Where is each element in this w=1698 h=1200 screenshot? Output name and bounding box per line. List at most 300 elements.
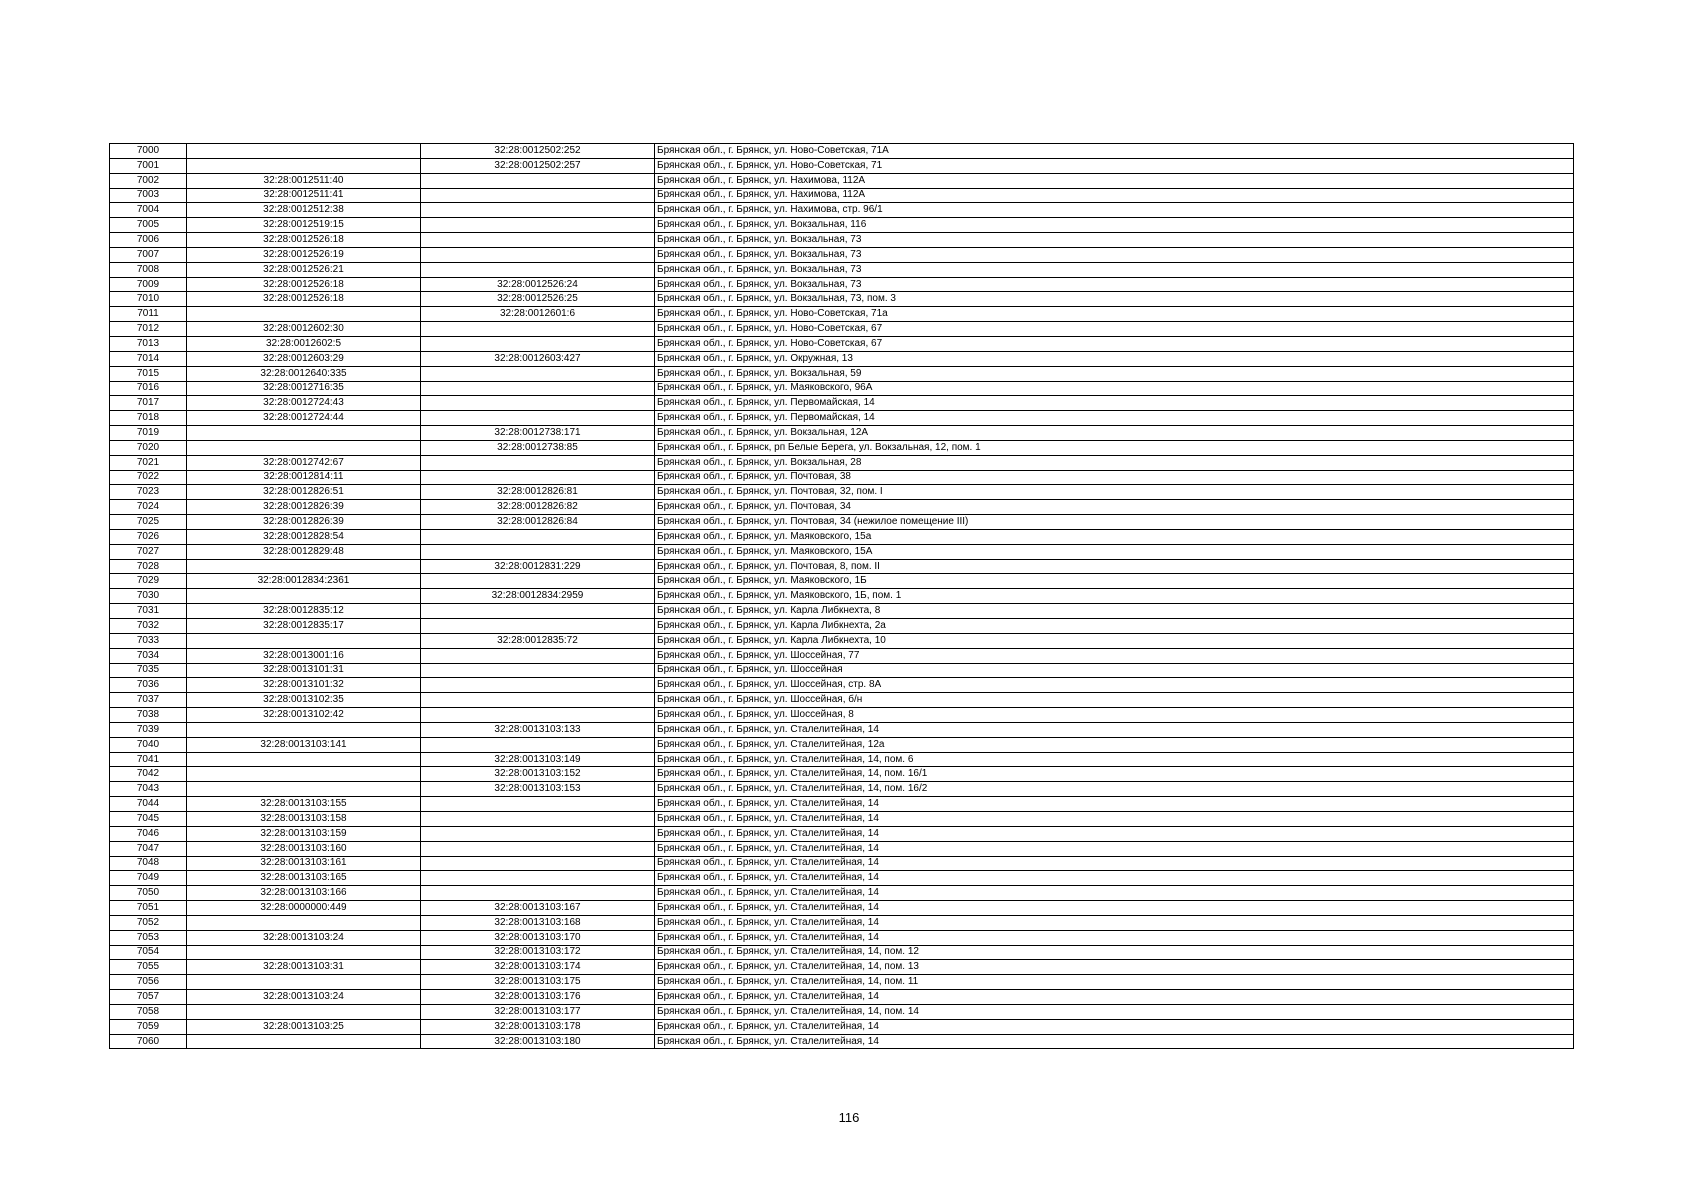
table-row bbox=[110, 856, 1574, 871]
object-cadastral-number-cell: 32:28:0012835:72 bbox=[421, 633, 655, 648]
cadastral-number-cell bbox=[187, 589, 421, 604]
table-row bbox=[110, 411, 1574, 426]
table-row bbox=[110, 336, 1574, 351]
row-number-cell: 7055 bbox=[110, 960, 187, 975]
cadastral-number-cell: 32:28:0012834:2361 bbox=[187, 574, 421, 589]
table-row bbox=[110, 188, 1574, 203]
object-cadastral-number-cell bbox=[421, 262, 655, 277]
cadastral-number-cell bbox=[187, 307, 421, 322]
row-number-cell: 7024 bbox=[110, 500, 187, 515]
table-row bbox=[110, 975, 1574, 990]
table-row bbox=[110, 886, 1574, 901]
row-number-cell: 7050 bbox=[110, 886, 187, 901]
cadastral-number-cell: 32:28:0013103:25 bbox=[187, 1019, 421, 1034]
cadastral-number-cell: 32:28:0012829:48 bbox=[187, 544, 421, 559]
row-number-cell: 7028 bbox=[110, 559, 187, 574]
address-cell: Брянская обл., г. Брянск, ул. Сталелитейная, 14, пом. 6 bbox=[655, 752, 1574, 767]
address-cell: Брянская обл., г. Брянск, ул. Сталелитейная, 14 bbox=[655, 871, 1574, 886]
cadastral-number-cell: 32:28:0013101:32 bbox=[187, 678, 421, 693]
table-row bbox=[110, 203, 1574, 218]
table-row bbox=[110, 782, 1574, 797]
object-cadastral-number-cell: 32:28:0013103:152 bbox=[421, 767, 655, 782]
table-row bbox=[110, 737, 1574, 752]
table-row bbox=[110, 455, 1574, 470]
row-number-cell: 7042 bbox=[110, 767, 187, 782]
address-cell: Брянская обл., г. Брянск, ул. Сталелитейная, 14 bbox=[655, 915, 1574, 930]
cadastral-number-cell: 32:28:0012526:19 bbox=[187, 247, 421, 262]
cadastral-number-cell: 32:28:0013103:141 bbox=[187, 737, 421, 752]
row-number-cell: 7016 bbox=[110, 381, 187, 396]
row-number-cell: 7002 bbox=[110, 173, 187, 188]
object-cadastral-number-cell bbox=[421, 544, 655, 559]
row-number-cell: 7030 bbox=[110, 589, 187, 604]
address-cell: Брянская обл., г. Брянск, ул. Карла Либкнехта, 2а bbox=[655, 619, 1574, 634]
cadastral-number-cell: 32:28:0013103:165 bbox=[187, 871, 421, 886]
row-number-cell: 7005 bbox=[110, 218, 187, 233]
address-cell: Брянская обл., г. Брянск, ул. Шоссейная, стр. 8А bbox=[655, 678, 1574, 693]
object-cadastral-number-cell: 32:28:0013103:176 bbox=[421, 990, 655, 1005]
address-cell: Брянская обл., г. Брянск, ул. Вокзальная, 73 bbox=[655, 233, 1574, 248]
row-number-cell: 7058 bbox=[110, 1004, 187, 1019]
object-cadastral-number-cell: 32:28:0013103:178 bbox=[421, 1019, 655, 1034]
table-row bbox=[110, 396, 1574, 411]
row-number-cell: 7040 bbox=[110, 737, 187, 752]
address-cell: Брянская обл., г. Брянск, ул. Шоссейная, 77 bbox=[655, 648, 1574, 663]
row-number-cell: 7057 bbox=[110, 990, 187, 1005]
cadastral-number-cell: 32:28:0012602:30 bbox=[187, 322, 421, 337]
row-number-cell: 7051 bbox=[110, 901, 187, 916]
cadastral-number-cell: 32:28:0013103:155 bbox=[187, 797, 421, 812]
address-cell: Брянская обл., г. Брянск, ул. Сталелитейная, 14 bbox=[655, 901, 1574, 916]
cadastral-number-cell: 32:28:0012526:21 bbox=[187, 262, 421, 277]
object-cadastral-number-cell bbox=[421, 381, 655, 396]
table-row bbox=[110, 767, 1574, 782]
address-cell: Брянская обл., г. Брянск, ул. Маяковского, 1Б, пом. 1 bbox=[655, 589, 1574, 604]
object-cadastral-number-cell: 32:28:0012831:229 bbox=[421, 559, 655, 574]
table-row bbox=[110, 351, 1574, 366]
table-row bbox=[110, 292, 1574, 307]
table-row bbox=[110, 619, 1574, 634]
address-cell: Брянская обл., г. Брянск, ул. Сталелитейная, 14, пом. 16/2 bbox=[655, 782, 1574, 797]
cadastral-number-cell: 32:28:0013001:16 bbox=[187, 648, 421, 663]
row-number-cell: 7026 bbox=[110, 529, 187, 544]
cadastral-number-cell: 32:28:0012526:18 bbox=[187, 292, 421, 307]
registry-table-body bbox=[110, 144, 1574, 1049]
row-number-cell: 7007 bbox=[110, 247, 187, 262]
object-cadastral-number-cell: 32:28:0012502:257 bbox=[421, 158, 655, 173]
table-row bbox=[110, 841, 1574, 856]
row-number-cell: 7014 bbox=[110, 351, 187, 366]
row-number-cell: 7003 bbox=[110, 188, 187, 203]
row-number-cell: 7059 bbox=[110, 1019, 187, 1034]
object-cadastral-number-cell bbox=[421, 322, 655, 337]
address-cell: Брянская обл., г. Брянск, ул. Сталелитейная, 14, пом. 13 bbox=[655, 960, 1574, 975]
registry-table bbox=[109, 143, 1574, 1049]
object-cadastral-number-cell bbox=[421, 455, 655, 470]
address-cell: Брянская обл., г. Брянск, ул. Шоссейная bbox=[655, 663, 1574, 678]
table-row bbox=[110, 915, 1574, 930]
row-number-cell: 7019 bbox=[110, 426, 187, 441]
row-number-cell: 7004 bbox=[110, 203, 187, 218]
table-row bbox=[110, 708, 1574, 723]
object-cadastral-number-cell: 32:28:0012826:81 bbox=[421, 485, 655, 500]
row-number-cell: 7038 bbox=[110, 708, 187, 723]
row-number-cell: 7015 bbox=[110, 366, 187, 381]
address-cell: Брянская обл., г. Брянск, ул. Маяковского, 15а bbox=[655, 529, 1574, 544]
row-number-cell: 7018 bbox=[110, 411, 187, 426]
table-row bbox=[110, 1034, 1574, 1049]
row-number-cell: 7052 bbox=[110, 915, 187, 930]
cadastral-number-cell bbox=[187, 426, 421, 441]
object-cadastral-number-cell: 32:28:0012601:6 bbox=[421, 307, 655, 322]
cadastral-number-cell bbox=[187, 722, 421, 737]
cadastral-number-cell: 32:28:0012512:38 bbox=[187, 203, 421, 218]
table-row bbox=[110, 544, 1574, 559]
table-row bbox=[110, 426, 1574, 441]
table-row bbox=[110, 797, 1574, 812]
row-number-cell: 7021 bbox=[110, 455, 187, 470]
address-cell: Брянская обл., г. Брянск, ул. Карла Либкнехта, 8 bbox=[655, 604, 1574, 619]
address-cell: Брянская обл., г. Брянск, ул. Почтовая, 34 (нежилое помещение III) bbox=[655, 515, 1574, 530]
row-number-cell: 7027 bbox=[110, 544, 187, 559]
object-cadastral-number-cell: 32:28:0013103:177 bbox=[421, 1004, 655, 1019]
table-row bbox=[110, 648, 1574, 663]
address-cell: Брянская обл., г. Брянск, ул. Сталелитейная, 14 bbox=[655, 930, 1574, 945]
table-row bbox=[110, 233, 1574, 248]
row-number-cell: 7039 bbox=[110, 722, 187, 737]
cadastral-number-cell: 32:28:0013103:158 bbox=[187, 811, 421, 826]
row-number-cell: 7032 bbox=[110, 619, 187, 634]
table-row bbox=[110, 218, 1574, 233]
object-cadastral-number-cell bbox=[421, 648, 655, 663]
address-cell: Брянская обл., г. Брянск, ул. Вокзальная, 28 bbox=[655, 455, 1574, 470]
row-number-cell: 7049 bbox=[110, 871, 187, 886]
object-cadastral-number-cell bbox=[421, 173, 655, 188]
address-cell: Брянская обл., г. Брянск, ул. Сталелитейная, 14 bbox=[655, 1019, 1574, 1034]
row-number-cell: 7037 bbox=[110, 693, 187, 708]
object-cadastral-number-cell: 32:28:0012738:171 bbox=[421, 426, 655, 441]
object-cadastral-number-cell bbox=[421, 396, 655, 411]
address-cell: Брянская обл., г. Брянск, ул. Вокзальная, 73 bbox=[655, 247, 1574, 262]
address-cell: Брянская обл., г. Брянск, ул. Сталелитейная, 14 bbox=[655, 990, 1574, 1005]
row-number-cell: 7048 bbox=[110, 856, 187, 871]
row-number-cell: 7034 bbox=[110, 648, 187, 663]
object-cadastral-number-cell: 32:28:0013103:174 bbox=[421, 960, 655, 975]
row-number-cell: 7043 bbox=[110, 782, 187, 797]
row-number-cell: 7046 bbox=[110, 826, 187, 841]
object-cadastral-number-cell bbox=[421, 203, 655, 218]
cadastral-number-cell: 32:28:0013103:160 bbox=[187, 841, 421, 856]
table-row bbox=[110, 604, 1574, 619]
table-row bbox=[110, 366, 1574, 381]
object-cadastral-number-cell: 32:28:0013103:172 bbox=[421, 945, 655, 960]
address-cell: Брянская обл., г. Брянск, ул. Шоссейная, б/н bbox=[655, 693, 1574, 708]
cadastral-number-cell bbox=[187, 1034, 421, 1049]
row-number-cell: 7010 bbox=[110, 292, 187, 307]
table-row bbox=[110, 811, 1574, 826]
row-number-cell: 7033 bbox=[110, 633, 187, 648]
cadastral-number-cell: 32:28:0013102:42 bbox=[187, 708, 421, 723]
address-cell: Брянская обл., г. Брянск, ул. Почтовая, 8, пом. II bbox=[655, 559, 1574, 574]
cadastral-number-cell: 32:28:0012716:35 bbox=[187, 381, 421, 396]
object-cadastral-number-cell bbox=[421, 233, 655, 248]
cadastral-number-cell: 32:28:0012724:43 bbox=[187, 396, 421, 411]
address-cell: Брянская обл., г. Брянск, ул. Нахимова, стр. 96/1 bbox=[655, 203, 1574, 218]
object-cadastral-number-cell bbox=[421, 693, 655, 708]
row-number-cell: 7029 bbox=[110, 574, 187, 589]
cadastral-number-cell: 32:28:0012603:29 bbox=[187, 351, 421, 366]
object-cadastral-number-cell bbox=[421, 663, 655, 678]
table-row bbox=[110, 1019, 1574, 1034]
table-row bbox=[110, 633, 1574, 648]
object-cadastral-number-cell: 32:28:0012826:82 bbox=[421, 500, 655, 515]
table-row bbox=[110, 381, 1574, 396]
object-cadastral-number-cell bbox=[421, 619, 655, 634]
cadastral-number-cell bbox=[187, 782, 421, 797]
address-cell: Брянская обл., г. Брянск, ул. Первомайская, 14 bbox=[655, 411, 1574, 426]
row-number-cell: 7054 bbox=[110, 945, 187, 960]
address-cell: Брянская обл., г. Брянск, ул. Сталелитейная, 14 bbox=[655, 841, 1574, 856]
object-cadastral-number-cell bbox=[421, 604, 655, 619]
cadastral-number-cell: 32:28:0013103:31 bbox=[187, 960, 421, 975]
address-cell: Брянская обл., г. Брянск, ул. Ново-Советская, 67 bbox=[655, 336, 1574, 351]
object-cadastral-number-cell bbox=[421, 366, 655, 381]
row-number-cell: 7044 bbox=[110, 797, 187, 812]
cadastral-number-cell: 32:28:0012640:335 bbox=[187, 366, 421, 381]
address-cell: Брянская обл., г. Брянск, ул. Вокзальная, 116 bbox=[655, 218, 1574, 233]
table-row bbox=[110, 826, 1574, 841]
row-number-cell: 7001 bbox=[110, 158, 187, 173]
object-cadastral-number-cell: 32:28:0013103:133 bbox=[421, 722, 655, 737]
object-cadastral-number-cell: 32:28:0013103:153 bbox=[421, 782, 655, 797]
cadastral-number-cell bbox=[187, 158, 421, 173]
object-cadastral-number-cell bbox=[421, 336, 655, 351]
object-cadastral-number-cell: 32:28:0013103:175 bbox=[421, 975, 655, 990]
address-cell: Брянская обл., г. Брянск, ул. Ново-Советская, 67 bbox=[655, 322, 1574, 337]
cadastral-number-cell bbox=[187, 752, 421, 767]
object-cadastral-number-cell: 32:28:0012502:252 bbox=[421, 144, 655, 159]
row-number-cell: 7056 bbox=[110, 975, 187, 990]
cadastral-number-cell bbox=[187, 144, 421, 159]
address-cell: Брянская обл., г. Брянск, ул. Сталелитейная, 12а bbox=[655, 737, 1574, 752]
table-row bbox=[110, 262, 1574, 277]
row-number-cell: 7017 bbox=[110, 396, 187, 411]
row-number-cell: 7045 bbox=[110, 811, 187, 826]
cadastral-number-cell: 32:28:0013103:24 bbox=[187, 930, 421, 945]
table-row bbox=[110, 693, 1574, 708]
address-cell: Брянская обл., г. Брянск, ул. Ново-Советская, 71а bbox=[655, 307, 1574, 322]
address-cell: Брянская обл., г. Брянск, ул. Сталелитейная, 14, пом. 12 bbox=[655, 945, 1574, 960]
row-number-cell: 7022 bbox=[110, 470, 187, 485]
address-cell: Брянская обл., г. Брянск, ул. Окружная, 13 bbox=[655, 351, 1574, 366]
cadastral-number-cell bbox=[187, 915, 421, 930]
object-cadastral-number-cell: 32:28:0013103:168 bbox=[421, 915, 655, 930]
cadastral-number-cell: 32:28:0012742:67 bbox=[187, 455, 421, 470]
cadastral-number-cell bbox=[187, 633, 421, 648]
cadastral-number-cell: 32:28:0013103:159 bbox=[187, 826, 421, 841]
cadastral-number-cell: 32:28:0000000:449 bbox=[187, 901, 421, 916]
table-row bbox=[110, 722, 1574, 737]
row-number-cell: 7025 bbox=[110, 515, 187, 530]
address-cell: Брянская обл., г. Брянск, ул. Сталелитейная, 14 bbox=[655, 886, 1574, 901]
object-cadastral-number-cell bbox=[421, 826, 655, 841]
object-cadastral-number-cell: 32:28:0012526:25 bbox=[421, 292, 655, 307]
object-cadastral-number-cell: 32:28:0012826:84 bbox=[421, 515, 655, 530]
object-cadastral-number-cell: 32:28:0012738:85 bbox=[421, 440, 655, 455]
address-cell: Брянская обл., г. Брянск, ул. Нахимова, 112А bbox=[655, 188, 1574, 203]
cadastral-number-cell: 32:28:0012724:44 bbox=[187, 411, 421, 426]
row-number-cell: 7035 bbox=[110, 663, 187, 678]
table-row bbox=[110, 990, 1574, 1005]
row-number-cell: 7000 bbox=[110, 144, 187, 159]
row-number-cell: 7041 bbox=[110, 752, 187, 767]
table-row bbox=[110, 307, 1574, 322]
address-cell: Брянская обл., г. Брянск, ул. Сталелитейная, 14, пом. 16/1 bbox=[655, 767, 1574, 782]
row-number-cell: 7012 bbox=[110, 322, 187, 337]
object-cadastral-number-cell: 32:28:0013103:149 bbox=[421, 752, 655, 767]
table-row bbox=[110, 960, 1574, 975]
cadastral-number-cell: 32:28:0013103:24 bbox=[187, 990, 421, 1005]
object-cadastral-number-cell bbox=[421, 411, 655, 426]
cadastral-number-cell: 32:28:0012826:39 bbox=[187, 500, 421, 515]
address-cell: Брянская обл., г. Брянск, ул. Сталелитейная, 14 bbox=[655, 722, 1574, 737]
address-cell: Брянская обл., г. Брянск, ул. Маяковского, 1Б bbox=[655, 574, 1574, 589]
object-cadastral-number-cell bbox=[421, 871, 655, 886]
address-cell: Брянская обл., г. Брянск, ул. Карла Либкнехта, 10 bbox=[655, 633, 1574, 648]
address-cell: Брянская обл., г. Брянск, ул. Вокзальная, 73 bbox=[655, 277, 1574, 292]
row-number-cell: 7053 bbox=[110, 930, 187, 945]
row-number-cell: 7008 bbox=[110, 262, 187, 277]
address-cell: Брянская обл., г. Брянск, ул. Вокзальная, 12А bbox=[655, 426, 1574, 441]
address-cell: Брянская обл., г. Брянск, ул. Ново-Советская, 71 bbox=[655, 158, 1574, 173]
table-row bbox=[110, 678, 1574, 693]
address-cell: Брянская обл., г. Брянск, ул. Вокзальная, 59 bbox=[655, 366, 1574, 381]
address-cell: Брянская обл., г. Брянск, ул. Сталелитейная, 14 bbox=[655, 811, 1574, 826]
cadastral-number-cell: 32:28:0012602:5 bbox=[187, 336, 421, 351]
table-row bbox=[110, 500, 1574, 515]
cadastral-number-cell: 32:28:0012814:11 bbox=[187, 470, 421, 485]
object-cadastral-number-cell bbox=[421, 529, 655, 544]
row-number-cell: 7006 bbox=[110, 233, 187, 248]
cadastral-number-cell: 32:28:0012519:15 bbox=[187, 218, 421, 233]
cadastral-number-cell: 32:28:0013102:35 bbox=[187, 693, 421, 708]
object-cadastral-number-cell: 32:28:0012603:427 bbox=[421, 351, 655, 366]
object-cadastral-number-cell: 32:28:0012834:2959 bbox=[421, 589, 655, 604]
table-row bbox=[110, 945, 1574, 960]
table-row bbox=[110, 515, 1574, 530]
address-cell: Брянская обл., г. Брянск, ул. Шоссейная, 8 bbox=[655, 708, 1574, 723]
table-row bbox=[110, 871, 1574, 886]
object-cadastral-number-cell: 32:28:0013103:180 bbox=[421, 1034, 655, 1049]
address-cell: Брянская обл., г. Брянск, ул. Сталелитейная, 14 bbox=[655, 856, 1574, 871]
object-cadastral-number-cell bbox=[421, 574, 655, 589]
object-cadastral-number-cell bbox=[421, 886, 655, 901]
address-cell: Брянская обл., г. Брянск, рп Белые Берега, ул. Вокзальная, 12, пом. 1 bbox=[655, 440, 1574, 455]
table-row bbox=[110, 1004, 1574, 1019]
cadastral-number-cell: 32:28:0012511:40 bbox=[187, 173, 421, 188]
cadastral-number-cell bbox=[187, 945, 421, 960]
table-row bbox=[110, 589, 1574, 604]
address-cell: Брянская обл., г. Брянск, ул. Сталелитейная, 14 bbox=[655, 797, 1574, 812]
cadastral-number-cell bbox=[187, 440, 421, 455]
address-cell: Брянская обл., г. Брянск, ул. Первомайская, 14 bbox=[655, 396, 1574, 411]
address-cell: Брянская обл., г. Брянск, ул. Сталелитейная, 14 bbox=[655, 1034, 1574, 1049]
object-cadastral-number-cell: 32:28:0013103:167 bbox=[421, 901, 655, 916]
cadastral-number-cell: 32:28:0012526:18 bbox=[187, 233, 421, 248]
row-number-cell: 7011 bbox=[110, 307, 187, 322]
cadastral-number-cell bbox=[187, 975, 421, 990]
table-row bbox=[110, 529, 1574, 544]
row-number-cell: 7036 bbox=[110, 678, 187, 693]
row-number-cell: 7047 bbox=[110, 841, 187, 856]
cadastral-number-cell bbox=[187, 1004, 421, 1019]
object-cadastral-number-cell bbox=[421, 737, 655, 752]
object-cadastral-number-cell bbox=[421, 247, 655, 262]
object-cadastral-number-cell bbox=[421, 470, 655, 485]
object-cadastral-number-cell bbox=[421, 218, 655, 233]
table-row bbox=[110, 277, 1574, 292]
cadastral-number-cell: 32:28:0012826:39 bbox=[187, 515, 421, 530]
object-cadastral-number-cell bbox=[421, 797, 655, 812]
address-cell: Брянская обл., г. Брянск, ул. Ново-Советская, 71А bbox=[655, 144, 1574, 159]
table-row bbox=[110, 158, 1574, 173]
address-cell: Брянская обл., г. Брянск, ул. Сталелитейная, 14 bbox=[655, 826, 1574, 841]
cadastral-number-cell bbox=[187, 559, 421, 574]
table-row bbox=[110, 247, 1574, 262]
address-cell: Брянская обл., г. Брянск, ул. Сталелитейная, 14, пом. 11 bbox=[655, 975, 1574, 990]
table-row bbox=[110, 440, 1574, 455]
object-cadastral-number-cell: 32:28:0012526:24 bbox=[421, 277, 655, 292]
table-row bbox=[110, 144, 1574, 159]
cadastral-number-cell: 32:28:0012511:41 bbox=[187, 188, 421, 203]
table-row bbox=[110, 322, 1574, 337]
address-cell: Брянская обл., г. Брянск, ул. Маяковского, 15А bbox=[655, 544, 1574, 559]
table-row bbox=[110, 901, 1574, 916]
table-row bbox=[110, 930, 1574, 945]
table-row bbox=[110, 559, 1574, 574]
address-cell: Брянская обл., г. Брянск, ул. Почтовая, 38 bbox=[655, 470, 1574, 485]
object-cadastral-number-cell bbox=[421, 841, 655, 856]
address-cell: Брянская обл., г. Брянск, ул. Маяковского, 96А bbox=[655, 381, 1574, 396]
cadastral-number-cell: 32:28:0012828:54 bbox=[187, 529, 421, 544]
row-number-cell: 7009 bbox=[110, 277, 187, 292]
row-number-cell: 7023 bbox=[110, 485, 187, 500]
page-number: 116 bbox=[838, 1110, 860, 1125]
address-cell: Брянская обл., г. Брянск, ул. Вокзальная, 73, пом. 3 bbox=[655, 292, 1574, 307]
cadastral-number-cell: 32:28:0013103:166 bbox=[187, 886, 421, 901]
cadastral-number-cell: 32:28:0013101:31 bbox=[187, 663, 421, 678]
address-cell: Брянская обл., г. Брянск, ул. Вокзальная, 73 bbox=[655, 262, 1574, 277]
object-cadastral-number-cell bbox=[421, 678, 655, 693]
object-cadastral-number-cell bbox=[421, 708, 655, 723]
object-cadastral-number-cell bbox=[421, 811, 655, 826]
table-row bbox=[110, 470, 1574, 485]
address-cell: Брянская обл., г. Брянск, ул. Почтовая, 34 bbox=[655, 500, 1574, 515]
object-cadastral-number-cell: 32:28:0013103:170 bbox=[421, 930, 655, 945]
cadastral-number-cell bbox=[187, 767, 421, 782]
address-cell: Брянская обл., г. Брянск, ул. Нахимова, 112А bbox=[655, 173, 1574, 188]
table-row bbox=[110, 173, 1574, 188]
cadastral-number-cell: 32:28:0012835:12 bbox=[187, 604, 421, 619]
object-cadastral-number-cell bbox=[421, 856, 655, 871]
address-cell: Брянская обл., г. Брянск, ул. Почтовая, 32, пом. I bbox=[655, 485, 1574, 500]
cadastral-number-cell: 32:28:0013103:161 bbox=[187, 856, 421, 871]
cadastral-number-cell: 32:28:0012826:51 bbox=[187, 485, 421, 500]
row-number-cell: 7060 bbox=[110, 1034, 187, 1049]
cadastral-number-cell: 32:28:0012835:17 bbox=[187, 619, 421, 634]
row-number-cell: 7020 bbox=[110, 440, 187, 455]
cadastral-number-cell: 32:28:0012526:18 bbox=[187, 277, 421, 292]
